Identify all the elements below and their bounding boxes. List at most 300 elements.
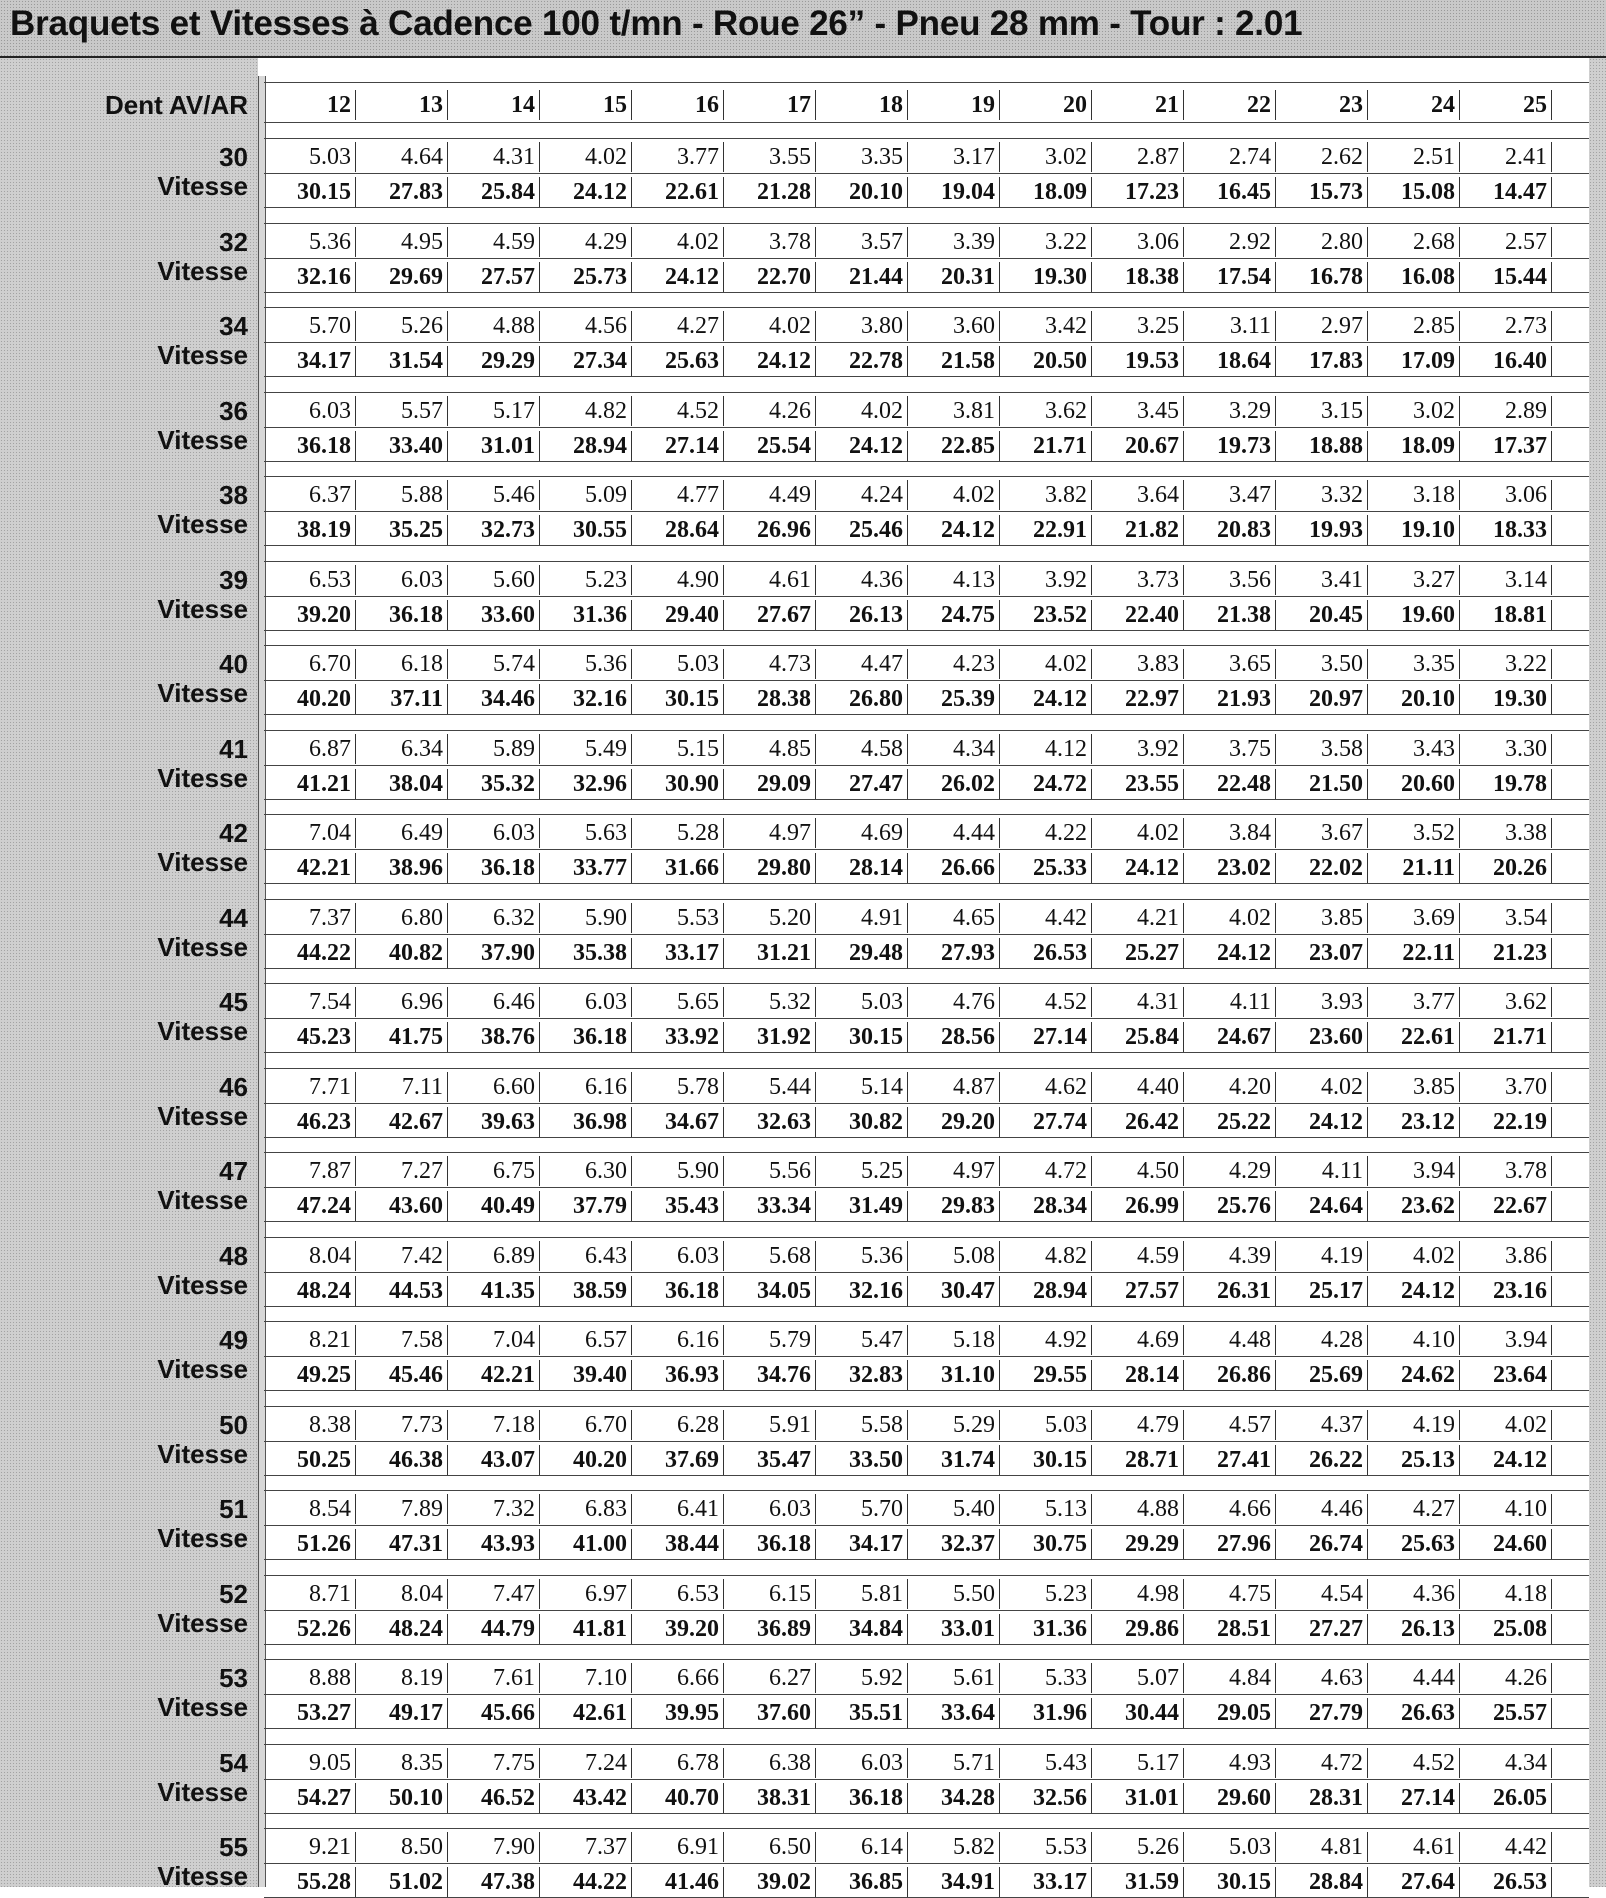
speed-cell: 34.67 — [632, 1107, 724, 1137]
development-cell: 6.18 — [356, 649, 448, 679]
speed-cell: 42.21 — [448, 1360, 540, 1390]
development-cell: 3.62 — [1000, 396, 1092, 426]
speed-cell: 15.73 — [1276, 177, 1368, 207]
development-cell: 5.17 — [1092, 1748, 1184, 1778]
speed-cell: 38.04 — [356, 769, 448, 799]
development-cell: 8.54 — [264, 1494, 356, 1524]
speed-cell: 15.08 — [1368, 177, 1460, 207]
development-cell: 7.54 — [264, 987, 356, 1017]
development-cell: 5.29 — [908, 1410, 1000, 1440]
development-cell: 3.85 — [1276, 903, 1368, 933]
development-cell: 5.49 — [540, 734, 632, 764]
speed-cell: 23.60 — [1276, 1022, 1368, 1052]
speed-cell: 33.17 — [1000, 1867, 1092, 1897]
row-top-line — [264, 1321, 1589, 1322]
development-cell: 2.97 — [1276, 311, 1368, 341]
development-cell: 6.38 — [724, 1748, 816, 1778]
speed-cell: 29.29 — [1092, 1529, 1184, 1559]
speed-cell: 20.67 — [1092, 431, 1184, 461]
speed-cell: 21.28 — [724, 177, 816, 207]
row-top-line — [264, 138, 1589, 139]
row-bottom-line — [264, 1052, 1589, 1053]
row-top-line — [264, 1659, 1589, 1660]
development-cell: 6.16 — [540, 1072, 632, 1102]
speed-cell: 41.81 — [540, 1614, 632, 1644]
speed-cell: 43.07 — [448, 1445, 540, 1475]
row-bottom-line — [264, 1137, 1589, 1138]
row-bottom-line — [264, 714, 1589, 715]
speed-label: Vitesse — [157, 1101, 248, 1131]
development-cell: 4.88 — [448, 311, 540, 341]
speed-cell: 24.12 — [1000, 684, 1092, 714]
speed-cell: 31.66 — [632, 853, 724, 883]
front-teeth-label: 45 — [219, 987, 248, 1017]
development-cell: 7.10 — [540, 1663, 632, 1693]
header-cell-rear-20: 20 — [1000, 90, 1092, 120]
development-cell: 3.67 — [1276, 818, 1368, 848]
speed-cell: 38.76 — [448, 1022, 540, 1052]
development-cell: 2.57 — [1460, 227, 1552, 257]
development-cell: 3.30 — [1460, 734, 1552, 764]
development-cell: 8.04 — [356, 1579, 448, 1609]
row-bottom-line — [264, 1813, 1589, 1814]
development-cell: 4.02 — [540, 142, 632, 172]
speed-cell: 32.83 — [816, 1360, 908, 1390]
development-cell: 6.83 — [540, 1494, 632, 1524]
speed-cell: 21.58 — [908, 346, 1000, 376]
speed-cell: 24.72 — [1000, 769, 1092, 799]
row-mid-line — [264, 680, 1589, 681]
speed-cell: 31.49 — [816, 1191, 908, 1221]
development-cell: 7.61 — [448, 1663, 540, 1693]
development-cell: 4.10 — [1368, 1325, 1460, 1355]
development-cell: 4.97 — [908, 1156, 1000, 1186]
speed-cell: 30.47 — [908, 1276, 1000, 1306]
speed-cell: 21.93 — [1184, 684, 1276, 714]
speed-cell: 38.31 — [724, 1783, 816, 1813]
speed-cell: 27.57 — [1092, 1276, 1184, 1306]
development-cell: 4.59 — [1092, 1241, 1184, 1271]
development-cell: 5.47 — [816, 1325, 908, 1355]
row-mid-line — [264, 849, 1589, 850]
speed-cell: 47.38 — [448, 1867, 540, 1897]
speed-cell: 31.10 — [908, 1360, 1000, 1390]
development-cell: 4.52 — [1000, 987, 1092, 1017]
header-cell-rear-14: 14 — [448, 90, 540, 120]
development-cell: 3.84 — [1184, 818, 1276, 848]
speed-cell: 21.11 — [1368, 853, 1460, 883]
row-mid-line — [264, 1187, 1589, 1188]
speed-cell: 16.08 — [1368, 262, 1460, 292]
row-bottom-line — [264, 1728, 1589, 1729]
speed-cell: 28.94 — [1000, 1276, 1092, 1306]
speed-cell: 44.22 — [264, 938, 356, 968]
development-cell: 2.89 — [1460, 396, 1552, 426]
speed-cell: 36.18 — [356, 600, 448, 630]
row-mid-line — [264, 1103, 1589, 1104]
speed-cell: 52.26 — [264, 1614, 356, 1644]
speed-cell: 41.00 — [540, 1529, 632, 1559]
development-cell: 3.54 — [1460, 903, 1552, 933]
development-cell: 4.46 — [1276, 1494, 1368, 1524]
development-cell: 3.78 — [724, 227, 816, 257]
development-cell: 7.73 — [356, 1410, 448, 1440]
development-cell: 3.94 — [1368, 1156, 1460, 1186]
development-cell: 5.20 — [724, 903, 816, 933]
speed-cell: 25.54 — [724, 431, 816, 461]
speed-cell: 22.61 — [1368, 1022, 1460, 1052]
development-cell: 5.82 — [908, 1832, 1000, 1862]
development-cell: 3.29 — [1184, 396, 1276, 426]
development-cell: 4.52 — [632, 396, 724, 426]
row-mid-line — [264, 596, 1589, 597]
development-cell: 6.97 — [540, 1579, 632, 1609]
development-cell: 4.69 — [1092, 1325, 1184, 1355]
speed-cell: 40.82 — [356, 938, 448, 968]
row-mid-line — [264, 342, 1589, 343]
development-cell: 8.38 — [264, 1410, 356, 1440]
speed-cell: 26.63 — [1368, 1698, 1460, 1728]
header-top-line — [264, 82, 1589, 83]
speed-cell: 21.82 — [1092, 515, 1184, 545]
speed-cell: 19.73 — [1184, 431, 1276, 461]
development-cell: 4.92 — [1000, 1325, 1092, 1355]
development-cell: 7.42 — [356, 1241, 448, 1271]
speed-cell: 40.49 — [448, 1191, 540, 1221]
speed-cell: 22.02 — [1276, 853, 1368, 883]
speed-cell: 37.90 — [448, 938, 540, 968]
development-cell: 6.03 — [540, 987, 632, 1017]
development-cell: 5.46 — [448, 480, 540, 510]
front-teeth-label: 55 — [219, 1832, 248, 1862]
front-teeth-label: 47 — [219, 1156, 248, 1186]
development-cell: 3.35 — [816, 142, 908, 172]
row-mid-line — [264, 511, 1589, 512]
speed-cell: 41.21 — [264, 769, 356, 799]
development-cell: 8.19 — [356, 1663, 448, 1693]
development-cell: 8.21 — [264, 1325, 356, 1355]
speed-cell: 16.78 — [1276, 262, 1368, 292]
speed-cell: 26.80 — [816, 684, 908, 714]
row-bottom-line — [264, 883, 1589, 884]
speed-cell: 42.21 — [264, 853, 356, 883]
development-cell: 6.03 — [264, 396, 356, 426]
front-teeth-label: 46 — [219, 1072, 248, 1102]
speed-cell: 17.23 — [1092, 177, 1184, 207]
row-bottom-line — [264, 1306, 1589, 1307]
development-cell: 4.40 — [1092, 1072, 1184, 1102]
development-cell: 4.56 — [540, 311, 632, 341]
development-cell: 3.39 — [908, 227, 1000, 257]
header-cell-rear-18: 18 — [816, 90, 908, 120]
development-cell: 7.04 — [448, 1325, 540, 1355]
development-cell: 4.42 — [1000, 903, 1092, 933]
speed-label: Vitesse — [157, 171, 248, 201]
speed-cell: 47.24 — [264, 1191, 356, 1221]
speed-cell: 36.98 — [540, 1107, 632, 1137]
development-cell: 2.85 — [1368, 311, 1460, 341]
speed-cell: 29.40 — [632, 600, 724, 630]
speed-cell: 19.10 — [1368, 515, 1460, 545]
speed-cell: 31.54 — [356, 346, 448, 376]
development-cell: 6.03 — [724, 1494, 816, 1524]
development-cell: 3.11 — [1184, 311, 1276, 341]
development-cell: 6.66 — [632, 1663, 724, 1693]
speed-cell: 26.53 — [1000, 938, 1092, 968]
development-cell: 4.50 — [1092, 1156, 1184, 1186]
development-cell: 6.03 — [356, 565, 448, 595]
development-cell: 4.79 — [1092, 1410, 1184, 1440]
development-cell: 6.43 — [540, 1241, 632, 1271]
speed-cell: 28.84 — [1276, 1867, 1368, 1897]
speed-cell: 47.31 — [356, 1529, 448, 1559]
development-cell: 5.40 — [908, 1494, 1000, 1524]
header-cell-rear-15: 15 — [540, 90, 632, 120]
development-cell: 5.53 — [1000, 1832, 1092, 1862]
development-cell: 5.65 — [632, 987, 724, 1017]
development-cell: 5.23 — [540, 565, 632, 595]
front-teeth-label: 48 — [219, 1241, 248, 1271]
speed-cell: 32.96 — [540, 769, 632, 799]
speed-cell: 39.63 — [448, 1107, 540, 1137]
speed-cell: 33.64 — [908, 1698, 1000, 1728]
speed-label: Vitesse — [157, 1608, 248, 1638]
speed-cell: 35.47 — [724, 1445, 816, 1475]
speed-cell: 34.84 — [816, 1614, 908, 1644]
development-cell: 6.50 — [724, 1832, 816, 1862]
development-cell: 4.34 — [908, 734, 1000, 764]
development-cell: 5.56 — [724, 1156, 816, 1186]
speed-cell: 30.90 — [632, 769, 724, 799]
development-cell: 7.37 — [264, 903, 356, 933]
speed-cell: 40.20 — [264, 684, 356, 714]
development-cell: 5.70 — [264, 311, 356, 341]
development-cell: 4.61 — [724, 565, 816, 595]
speed-cell: 31.21 — [724, 938, 816, 968]
development-cell: 3.06 — [1092, 227, 1184, 257]
speed-cell: 28.94 — [540, 431, 632, 461]
development-cell: 6.53 — [632, 1579, 724, 1609]
speed-cell: 18.09 — [1000, 177, 1092, 207]
development-cell: 4.82 — [540, 396, 632, 426]
speed-cell: 39.40 — [540, 1360, 632, 1390]
speed-cell: 24.12 — [540, 177, 632, 207]
development-cell: 4.97 — [724, 818, 816, 848]
development-cell: 6.03 — [816, 1748, 908, 1778]
header-cell-rear-25: 25 — [1460, 90, 1552, 120]
header-cell-rear-12: 12 — [264, 90, 356, 120]
development-cell: 5.71 — [908, 1748, 1000, 1778]
row-mid-line — [264, 1018, 1589, 1019]
development-cell: 6.46 — [448, 987, 540, 1017]
speed-cell: 22.91 — [1000, 515, 1092, 545]
development-cell: 5.57 — [356, 396, 448, 426]
development-cell: 2.73 — [1460, 311, 1552, 341]
speed-cell: 19.53 — [1092, 346, 1184, 376]
development-cell: 4.47 — [816, 649, 908, 679]
development-cell: 3.92 — [1092, 734, 1184, 764]
speed-cell: 43.93 — [448, 1529, 540, 1559]
row-mid-line — [264, 1863, 1589, 1864]
speed-cell: 36.18 — [724, 1529, 816, 1559]
header-bottom-line — [264, 122, 1589, 123]
development-cell: 3.86 — [1460, 1241, 1552, 1271]
speed-cell: 29.69 — [356, 262, 448, 292]
development-cell: 4.37 — [1276, 1410, 1368, 1440]
speed-cell: 19.30 — [1000, 262, 1092, 292]
gear-table — [264, 76, 1589, 1895]
speed-cell: 54.27 — [264, 1783, 356, 1813]
development-cell: 3.43 — [1368, 734, 1460, 764]
development-cell: 6.57 — [540, 1325, 632, 1355]
front-teeth-label: 53 — [219, 1663, 248, 1693]
row-bottom-line — [264, 376, 1589, 377]
speed-cell: 27.93 — [908, 938, 1000, 968]
development-cell: 5.61 — [908, 1663, 1000, 1693]
development-cell: 5.03 — [632, 649, 724, 679]
speed-cell: 40.20 — [540, 1445, 632, 1475]
speed-cell: 51.02 — [356, 1867, 448, 1897]
speed-cell: 44.53 — [356, 1276, 448, 1306]
development-cell: 5.58 — [816, 1410, 908, 1440]
speed-cell: 19.93 — [1276, 515, 1368, 545]
speed-cell: 26.22 — [1276, 1445, 1368, 1475]
speed-cell: 21.44 — [816, 262, 908, 292]
development-cell: 5.81 — [816, 1579, 908, 1609]
development-cell: 6.16 — [632, 1325, 724, 1355]
development-cell: 2.87 — [1092, 142, 1184, 172]
development-cell: 7.89 — [356, 1494, 448, 1524]
speed-label: Vitesse — [157, 425, 248, 455]
speed-cell: 24.12 — [908, 515, 1000, 545]
development-cell: 3.60 — [908, 311, 1000, 341]
speed-cell: 27.67 — [724, 600, 816, 630]
development-cell: 4.82 — [1000, 1241, 1092, 1271]
speed-cell: 55.28 — [264, 1867, 356, 1897]
development-cell: 3.70 — [1460, 1072, 1552, 1102]
speed-cell: 34.17 — [264, 346, 356, 376]
development-cell: 6.87 — [264, 734, 356, 764]
row-mid-line — [264, 1779, 1589, 1780]
development-cell: 3.41 — [1276, 565, 1368, 595]
row-top-line — [264, 899, 1589, 900]
development-cell: 3.58 — [1276, 734, 1368, 764]
development-cell: 3.18 — [1368, 480, 1460, 510]
development-cell: 5.78 — [632, 1072, 724, 1102]
development-cell: 4.62 — [1000, 1072, 1092, 1102]
development-cell: 9.21 — [264, 1832, 356, 1862]
speed-cell: 22.48 — [1184, 769, 1276, 799]
speed-cell: 24.12 — [1368, 1276, 1460, 1306]
speed-cell: 19.30 — [1460, 684, 1552, 714]
development-cell: 4.61 — [1368, 1832, 1460, 1862]
speed-cell: 36.85 — [816, 1867, 908, 1897]
speed-cell: 23.62 — [1368, 1191, 1460, 1221]
speed-cell: 24.12 — [632, 262, 724, 292]
speed-cell: 28.38 — [724, 684, 816, 714]
development-cell: 5.18 — [908, 1325, 1000, 1355]
speed-cell: 49.17 — [356, 1698, 448, 1728]
speed-cell: 28.34 — [1000, 1191, 1092, 1221]
development-cell: 9.05 — [264, 1748, 356, 1778]
development-cell: 3.22 — [1460, 649, 1552, 679]
development-cell: 3.14 — [1460, 565, 1552, 595]
speed-cell: 32.16 — [816, 1276, 908, 1306]
development-cell: 4.57 — [1184, 1410, 1276, 1440]
development-cell: 6.96 — [356, 987, 448, 1017]
development-cell: 5.23 — [1000, 1579, 1092, 1609]
development-cell: 5.74 — [448, 649, 540, 679]
speed-cell: 29.09 — [724, 769, 816, 799]
development-cell: 7.47 — [448, 1579, 540, 1609]
development-cell: 4.98 — [1092, 1579, 1184, 1609]
speed-cell: 31.59 — [1092, 1867, 1184, 1897]
speed-cell: 44.79 — [448, 1614, 540, 1644]
header-cell-rear-17: 17 — [724, 90, 816, 120]
speed-cell: 35.25 — [356, 515, 448, 545]
development-cell: 5.15 — [632, 734, 724, 764]
speed-cell: 36.18 — [540, 1022, 632, 1052]
speed-cell: 28.14 — [1092, 1360, 1184, 1390]
speed-cell: 33.50 — [816, 1445, 908, 1475]
speed-cell: 38.44 — [632, 1529, 724, 1559]
speed-cell: 35.38 — [540, 938, 632, 968]
development-cell: 5.92 — [816, 1663, 908, 1693]
development-cell: 6.91 — [632, 1832, 724, 1862]
development-cell: 6.37 — [264, 480, 356, 510]
front-teeth-label: 51 — [219, 1494, 248, 1524]
development-cell: 3.81 — [908, 396, 1000, 426]
row-bottom-line — [264, 292, 1589, 293]
speed-cell: 43.42 — [540, 1783, 632, 1813]
speed-cell: 27.27 — [1276, 1614, 1368, 1644]
speed-cell: 25.22 — [1184, 1107, 1276, 1137]
speed-cell: 31.01 — [1092, 1783, 1184, 1813]
row-bottom-line — [264, 968, 1589, 969]
row-mid-line — [264, 1694, 1589, 1695]
development-cell: 5.68 — [724, 1241, 816, 1271]
speed-cell: 24.75 — [908, 600, 1000, 630]
speed-cell: 32.16 — [540, 684, 632, 714]
development-cell: 8.35 — [356, 1748, 448, 1778]
row-bottom-line — [264, 1390, 1589, 1391]
speed-cell: 24.12 — [1460, 1445, 1552, 1475]
speed-cell: 28.64 — [632, 515, 724, 545]
development-cell: 2.62 — [1276, 142, 1368, 172]
development-cell: 3.42 — [1000, 311, 1092, 341]
speed-cell: 29.48 — [816, 938, 908, 968]
speed-cell: 27.57 — [448, 262, 540, 292]
development-cell: 4.27 — [632, 311, 724, 341]
speed-cell: 29.29 — [448, 346, 540, 376]
development-cell: 5.89 — [448, 734, 540, 764]
row-mid-line — [264, 1272, 1589, 1273]
development-cell: 8.71 — [264, 1579, 356, 1609]
row-mid-line — [264, 173, 1589, 174]
development-cell: 5.13 — [1000, 1494, 1092, 1524]
front-teeth-label: 30 — [219, 142, 248, 172]
development-cell: 4.44 — [1368, 1663, 1460, 1693]
speed-cell: 46.52 — [448, 1783, 540, 1813]
speed-cell: 33.40 — [356, 431, 448, 461]
development-cell: 3.80 — [816, 311, 908, 341]
development-cell: 5.60 — [448, 565, 540, 595]
speed-cell: 23.64 — [1460, 1360, 1552, 1390]
speed-label: Vitesse — [157, 1439, 248, 1469]
front-teeth-label: 54 — [219, 1748, 248, 1778]
development-cell: 4.10 — [1460, 1494, 1552, 1524]
speed-cell: 34.46 — [448, 684, 540, 714]
